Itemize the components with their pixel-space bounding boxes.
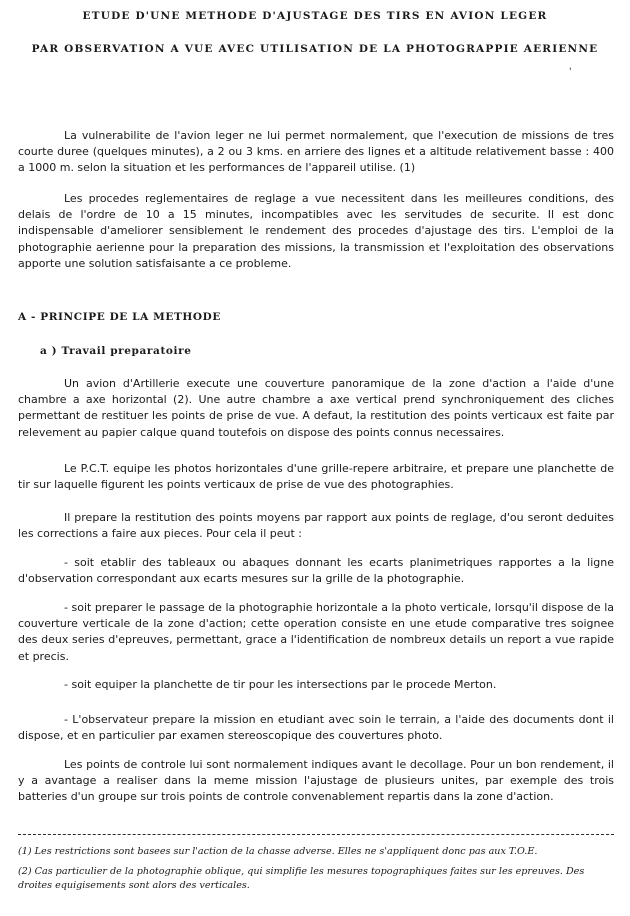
section-a-heading: A - PRINCIPE DE LA METHODE [18,311,221,323]
footnote-separator [18,834,614,835]
intro-paragraph-1: La vulnerabilite de l'avion leger ne lui permet normalement, que l'execution de missions de tres courte duree (quelques minutes), a 2 ou 3 kms. en arriere des lignes et a altitude relativement basse : 400 a 1000 m. selon la situation et les performances de l'appareil utilise. (1) [18,129,614,175]
section-a-paragraph-3: Il prepare la restitution des points moyens par rapport aux points de reglage, d'ou seront deduites les corrections a faire aux pieces. Pour cela il peut : [18,511,614,541]
footnote-2: (2) Cas particulier de la photographie oblique, qui simplifie les mesures topographiques faites sur les epreuves. Des droites equigisements sont alors des verticales. [18,866,585,891]
bullet-item-2: - soit preparer le passage de la photographie horizontale a la photo verticale, lorsqu'il dispose de la couverture verticale de la zone d'action; cette operation consiste en une etude comparative tres soignee des deux series d'epreuves, permettant, grace a l'identification de nombreux details un report a vue rapide et precis. [18,601,614,663]
subsection-a-heading: a ) Travail preparatoire [40,345,192,357]
bullet-item-3: - soit equiper la planchette de tir pour les intersections par le procede Merton. [64,678,497,691]
footnote-1: (1) Les restrictions sont basees sur l'action de la chasse adverse. Elles ne s'appliquent donc pas aux T.O.E. [18,846,538,857]
bullet-item-1: - soit etablir des tableaux ou abaques donnant les ecarts planimetriques rapportes a la ligne d'observation correspondant aux ecarts mesures sur la grille de la photographie. [18,556,614,586]
intro-paragraph-2: Les procedes reglementaires de reglage a vue necessitent dans les meilleures conditions, des delais de l'ordre de 10 a 15 minutes, incompatibles avec les servitudes de securite. Il est donc indispensable d'ameliorer sensiblement le rendement des procedes d'ajustage des tirs. L'emploi de la photographie aerienne pour la preparation des missions, la transmission et l'exploitation des observations apporte une solution satisfaisante a ce probleme. [18,192,614,270]
document-title-line2: PAR OBSERVATION A VUE AVEC UTILISATION DE LA PHOTOGRAPPIE AERIENNE [31,43,599,55]
document-title-line1: ETUDE D'UNE METHODE D'AJUSTAGE DES TIRS EN AVION LEGER [82,10,548,22]
margin-mark: ' [569,67,572,77]
section-a-paragraph-2: Le P.C.T. equipe les photos horizontales d'une grille-repere arbitraire, et prepare une planchette de tir sur laquelle figurent les points verticaux de prise de vue des photographies. [18,462,614,492]
section-a-paragraph-1: Un avion d'Artillerie execute une couverture panoramique de la zone d'action a l'aide d'une chambre a axe horizontal (2). Une autre chambre a axe vertical prend synchroniquement des cliches permettant de restituer les points de prise de vue. A defaut, la restitution des points verticaux est faite par relevement au papier calque quand toutefois on dispose des points connus necessaires. [18,377,614,439]
section-a-paragraph-5: Les points de controle lui sont normalement indiques avant le decollage. Pour un bon rendement, il y a avantage a realiser dans la meme mission l'ajustage de plusieurs unites, par exemple des trois batteries d'un groupe sur trois points de controle convenablement repartis dans la zone d'action. [18,758,614,804]
section-a-paragraph-4: - L'observateur prepare la mission en etudiant avec soin le terrain, a l'aide des documents dont il dispose, et en particulier par examen stereoscopique des couvertures photo. [18,713,614,743]
